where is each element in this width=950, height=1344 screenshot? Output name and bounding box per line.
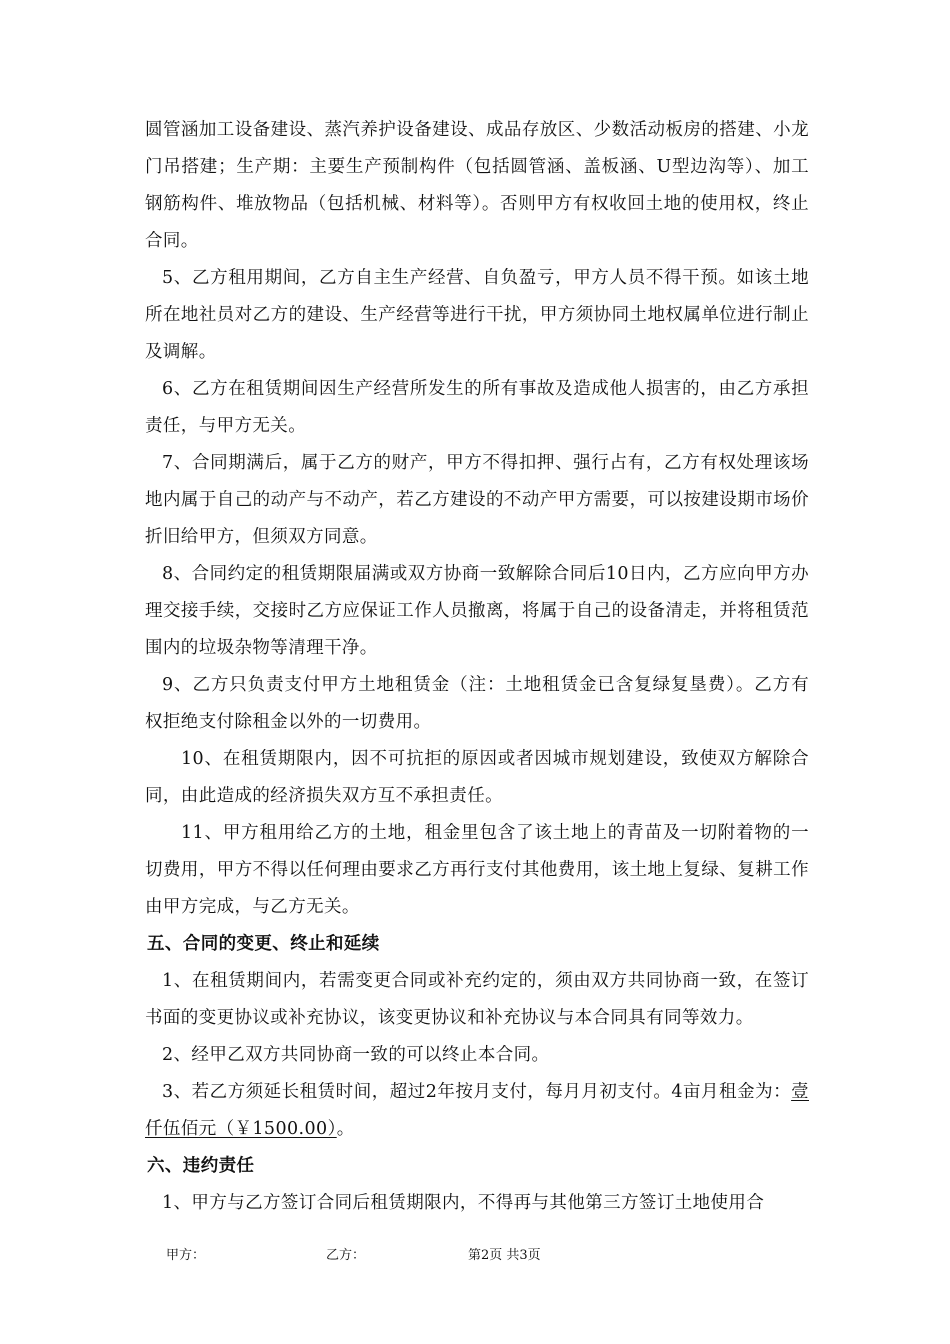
section-6-clause-1: 1、甲方与乙方签订合同后租赁期限内，不得再与其他第三方签订土地使用合 (162, 1193, 765, 1213)
clause-8: 8、合同约定的租赁期限届满或双方协商一致解除合同后10日内，乙方应向甲方办理交接手续，交接时乙方应保证工作人员撤离，将属于自己的设备清走，并将租赁范围内的垃圾杂物等清理干净。 (145, 564, 809, 658)
page-footer (0, 1244, 950, 1268)
section-5-clause-3-text: 3、若乙方须延长租赁时间，超过2年按月支付，每月月初支付。4亩月租金为： (162, 1082, 792, 1102)
clause-7: 7、合同期满后，属于乙方的财产，甲方不得扣押、强行占有，乙方有权处理该场地内属于自己的动产与不动产，若乙方建设的不动产甲方需要，可以按建设期市场价折旧给甲方，但须双方同意。 (145, 453, 809, 547)
footer-party-b: 乙方： (326, 1248, 366, 1263)
clause-11: 11、甲方租用给乙方的土地，租金里包含了该土地上的青苗及一切附着物的一切费用，甲方不得以任何理由要求乙方再行支付其他费用，该土地上复绿、复耕工作由甲方完成，与乙方无关。 (145, 823, 809, 917)
paragraph-continuation: 圆管涵加工设备建设、蒸汽养护设备建设、成品存放区、少数活动板房的搭建、小龙门吊搭建；生产期：主要生产预制构件（包括圆管涵、盖板涵、U型边沟等）、加工钢筋构件、堆放物品（包括机械、材料等）。否则甲方有权收回土地的使用权，终止合同。 (145, 120, 809, 251)
rent-amount: 壹仟伍佰元（￥1500.00） (145, 1082, 809, 1139)
clause-10: 10、在租赁期限内，因不可抗拒的原因或者因城市规划建设，致使双方解除合同，由此造成的经济损失双方互不承担责任。 (145, 749, 809, 806)
section-5-clause-3-end: 。 (336, 1119, 355, 1139)
section-5-clause-1: 1、在租赁期间内，若需变更合同或补充约定的，须由双方共同协商一致，在签订书面的变更协议或补充协议，该变更协议和补充协议与本合同具有同等效力。 (145, 971, 809, 1028)
section-5-clause-3 (145, 1074, 809, 1148)
footer-party-a: 甲方： (166, 1248, 206, 1263)
section-5-heading: 五、合同的变更、终止和延续 (147, 934, 380, 954)
clause-9: 9、乙方只负责支付甲方土地租赁金（注：土地租赁金已含复绿复垦费）。乙方有权拒绝支付除租金以外的一切费用。 (145, 675, 809, 732)
clause-5: 5、乙方租用期间，乙方自主生产经营、自负盈亏，甲方人员不得干预。如该土地所在地社员对乙方的建设、生产经营等进行干扰，甲方须协同土地权属单位进行制止及调解。 (145, 268, 809, 362)
section-5-clause-2: 2、经甲乙双方共同协商一致的可以终止本合同。 (162, 1045, 550, 1065)
document-body (145, 112, 809, 1222)
section-6-heading: 六、违约责任 (147, 1156, 255, 1176)
clause-6: 6、乙方在租赁期间因生产经营所发生的所有事故及造成他人损害的，由乙方承担责任，与甲方无关。 (145, 379, 809, 436)
footer-page-number: 第2页 共3页 (468, 1248, 541, 1263)
